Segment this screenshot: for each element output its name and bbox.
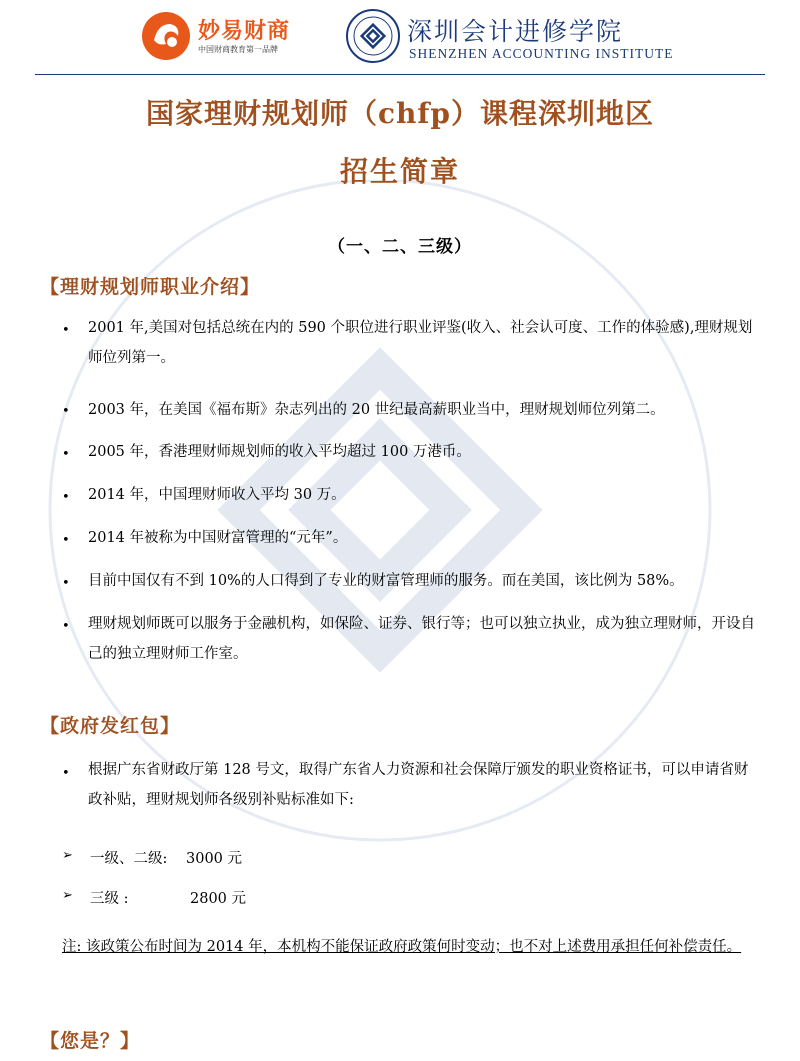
subsidy-level-label: 三级 : [90,891,129,907]
arrow-bullet-icon: ➢ [62,848,73,863]
institute-name-cn: 深圳会计进修学院 [407,17,624,46]
subsidy-level-amount: 3000 元 [186,851,243,867]
subsidy-heading: 【政府发红包】 [40,715,181,737]
bullet-icon: • [62,766,70,781]
page-subtitle: （一、二、三级） [328,237,472,257]
intro-item: 2014 年被称为中国财富管理的“元年”。 [88,530,348,546]
intro-item: 2014 年，中国理财师收入平均 30 万。 [88,487,346,503]
intro-item: 2001 年,美国对包括总统在内的 590 个职位进行职业评鉴(收入、社会认可度、工作的体验感),理财规划师位列第一。 [88,320,753,366]
intro-heading: 【理财规划师职业介绍】 [40,276,261,298]
bullet-icon: • [62,619,70,634]
bullet-icon: • [62,447,70,462]
subsidy-level-amount: 2800 元 [190,891,247,907]
institute-logo [345,8,685,70]
intro-item: 2005 年，香港理财师规划师的收入平均超过 100 万港币。 [88,444,471,460]
miaoyi-logo-mark-icon [140,10,192,62]
header-divider [35,74,765,75]
you-heading: 【您是？】 [40,1030,141,1052]
miaoyi-logo [140,10,340,62]
intro-item: 目前中国仅有不到 10%的人口得到了专业的财富管理师的服务。而在美国，该比例为 58%。 [88,573,684,589]
subsidy-text: 根据广东省财政厅第 128 号文，取得广东省人力资源和社会保障厅颁发的职业资格证书，可以申请省财政补贴，理财规划师各级别补贴标准如下: [88,762,749,808]
institute-name-en: SHENZHEN ACCOUNTING INSTITUTE [409,46,674,61]
page-header [0,0,800,80]
bullet-icon: • [62,323,70,338]
bullet-icon: • [62,533,70,548]
subsidy-level-label: 一级、二级: [90,851,168,867]
institute-seal-icon [345,8,401,64]
subsidy-level [90,847,242,868]
subsidy-level [90,887,246,908]
page-title-line2: 招生简章 [339,155,460,188]
bullet-icon: • [62,576,70,591]
policy-note: 注: 该政策公布时间为 2014 年，本机构不能保证政府政策何时变动；也不对上述费用承担任何补偿责任。 [62,939,742,955]
arrow-bullet-icon: ➢ [62,888,73,903]
page-title: 国家理财规划师（chfp）课程深圳地区 [145,97,655,130]
intro-item: 2003 年，在美国《福布斯》杂志列出的 20 世纪最高薪职业当中，理财规划师位列第二。 [88,402,665,418]
bullet-icon: • [62,490,70,505]
bullet-icon: • [62,404,70,419]
intro-item: 理财规划师既可以服务于金融机构，如保险、证券、银行等；也可以独立执业，成为独立理财师，开设自己的独立理财师工作室。 [88,616,755,662]
miaoyi-logo-name: 妙易财商 [198,19,291,44]
miaoyi-logo-slogan: 中国财商教育第一品牌 [198,45,278,54]
